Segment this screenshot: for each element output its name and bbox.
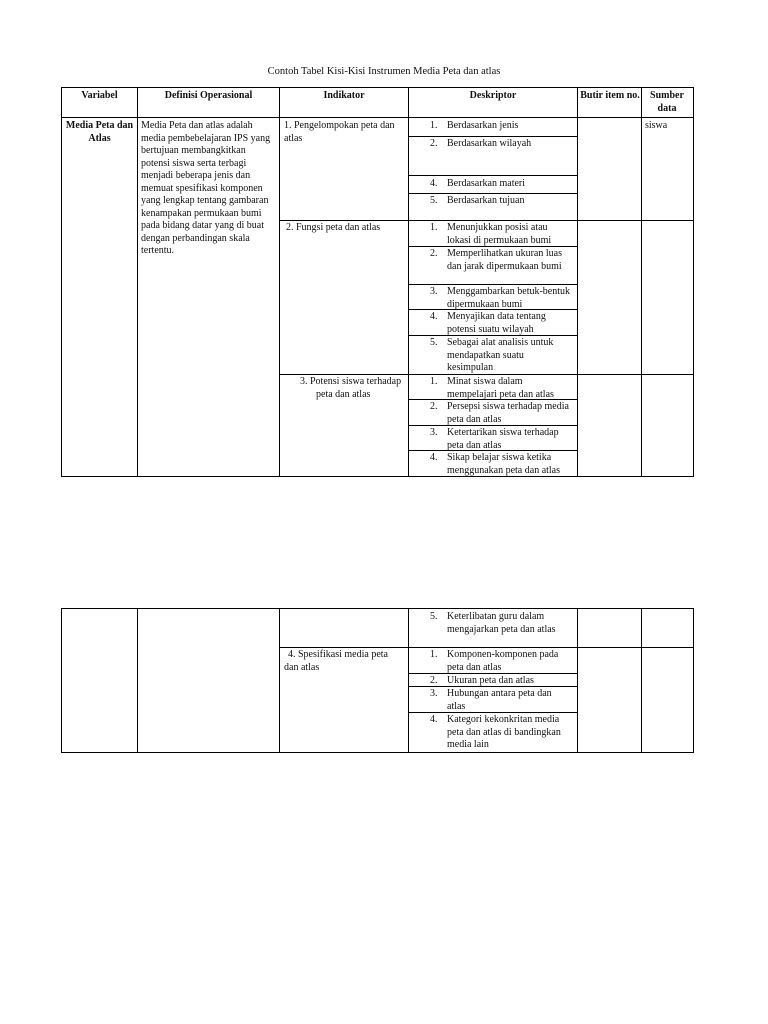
column-divider bbox=[408, 608, 409, 753]
column-divider bbox=[137, 608, 138, 753]
header-deskriptor: Deskriptor bbox=[469, 90, 517, 101]
variabel-cell: Media Peta dan Atlas bbox=[65, 120, 134, 144]
row-divider bbox=[408, 193, 577, 194]
header-variabel: Variabel bbox=[81, 90, 118, 101]
sumber-cell: siswa bbox=[645, 120, 668, 131]
table-border bbox=[61, 608, 62, 753]
row-divider bbox=[408, 284, 577, 285]
row-divider bbox=[408, 136, 577, 137]
column-divider bbox=[577, 608, 578, 753]
table-border bbox=[693, 87, 694, 477]
table-border bbox=[61, 608, 693, 609]
table-border bbox=[61, 117, 693, 118]
column-divider bbox=[279, 608, 280, 753]
row-divider bbox=[279, 220, 693, 221]
row-divider bbox=[279, 647, 693, 648]
column-divider bbox=[137, 87, 138, 477]
header-indikator: Indikator bbox=[323, 90, 365, 101]
table-border bbox=[61, 752, 693, 753]
indikator-item: 1. Pengelompokan peta dan atlas bbox=[284, 120, 395, 144]
column-divider bbox=[408, 87, 409, 477]
table-border bbox=[61, 87, 693, 88]
indikator-item: 4. Spesifikasi media peta dan atlas bbox=[284, 649, 388, 673]
column-divider bbox=[577, 87, 578, 477]
header-butir: Butir item no. bbox=[580, 90, 640, 101]
column-divider bbox=[641, 608, 642, 753]
indikator-item: 3. Potensi siswa terhadap peta dan atlas bbox=[300, 376, 402, 400]
definisi-cell: Media Peta dan atlas adalah media pembebelajaran IPS yang bertujuan membangkitkan potensi siswa serta terbagi menjadi beberapa jenis dan memuat spesifikasi komponen yang lengkap tentang gambaran kenampakan permukaan bumi pada bidang datar yang di buat dengan perbandingan skala tertentu. bbox=[141, 120, 271, 256]
table-border bbox=[693, 608, 694, 753]
header-definisi: Definisi Operasional bbox=[164, 90, 253, 101]
indikator-item: 2. Fungsi peta dan atlas bbox=[286, 222, 381, 233]
table-border bbox=[61, 87, 62, 477]
column-divider bbox=[641, 87, 642, 477]
header-sumber: Sumber data bbox=[650, 90, 684, 114]
table-border bbox=[61, 476, 693, 477]
column-divider bbox=[279, 87, 280, 477]
page-title: Contoh Tabel Kisi-Kisi Instrumen Media Peta dan atlas bbox=[267, 66, 501, 77]
row-divider bbox=[408, 175, 577, 176]
